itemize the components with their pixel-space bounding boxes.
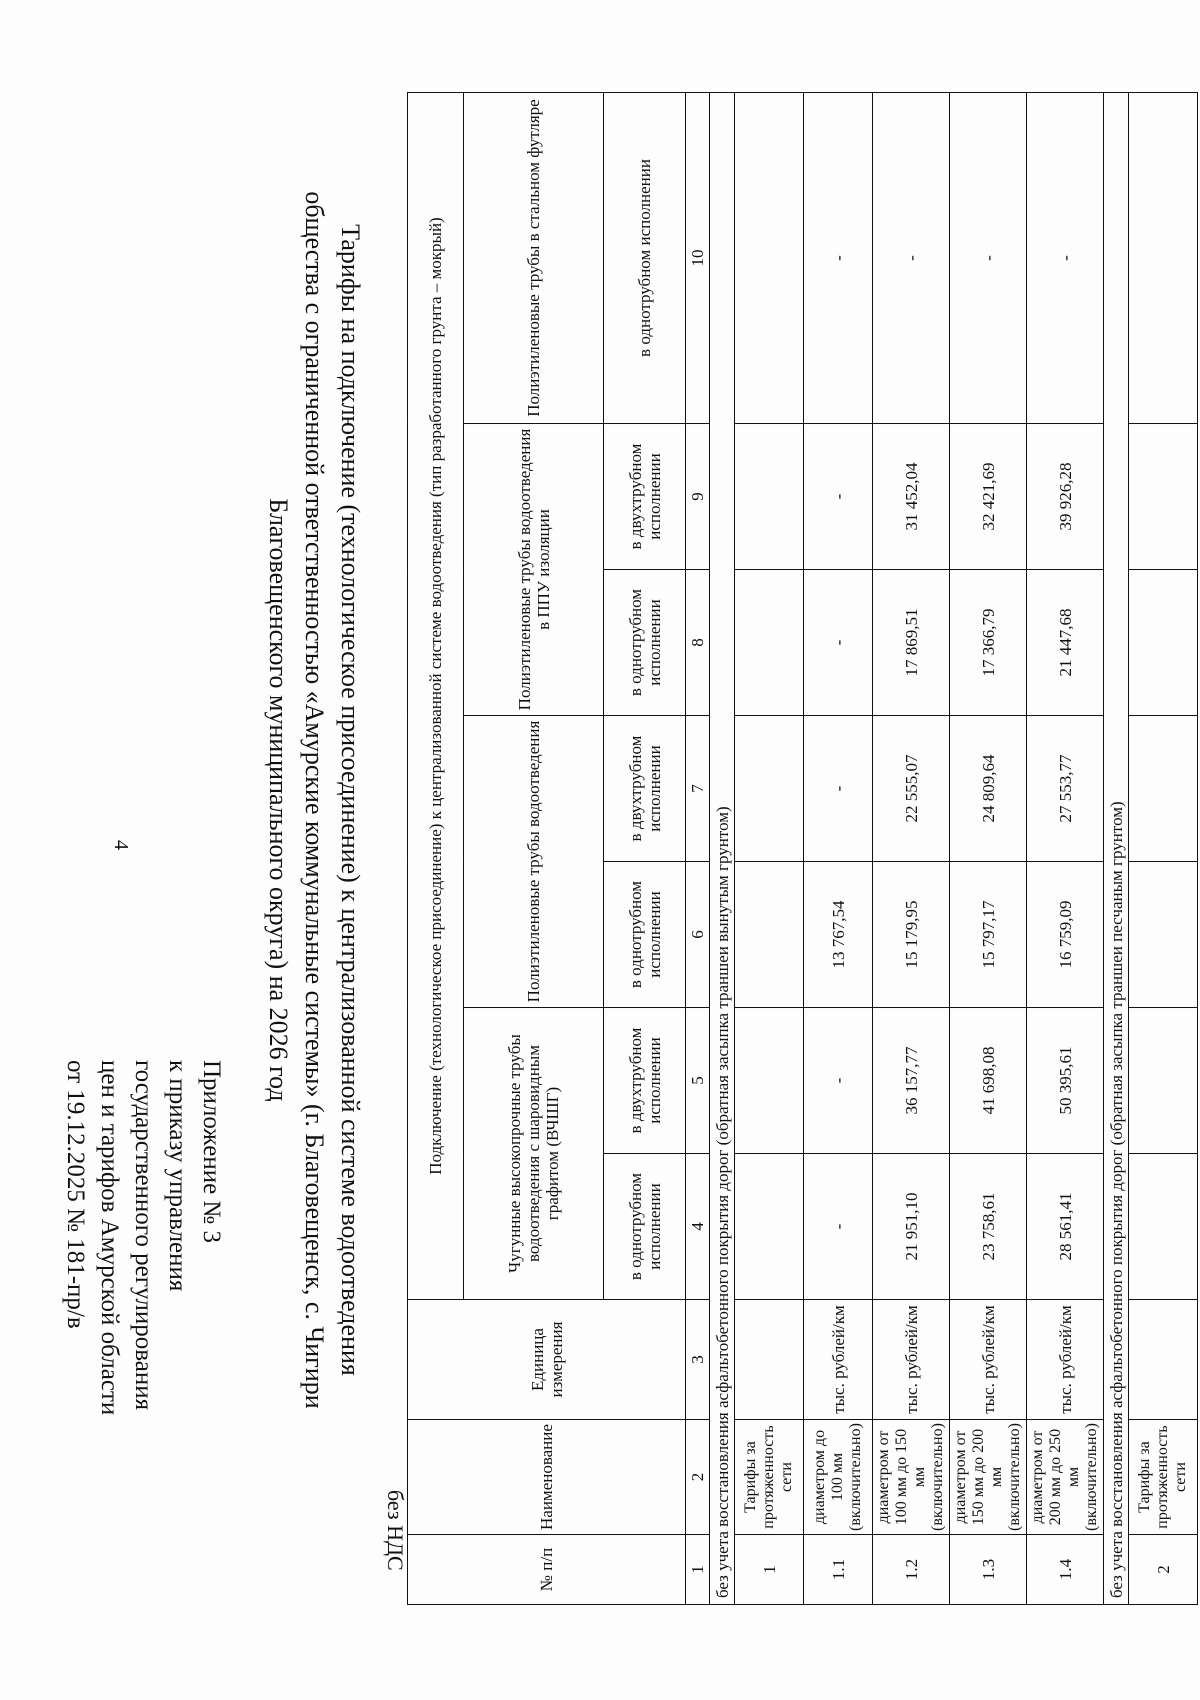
row-value [735, 862, 804, 1008]
header-num: № п/п [408, 1535, 686, 1605]
header-sub: в однотрубном исполнении [604, 570, 686, 716]
table-row [1129, 93, 1198, 1605]
row-value: 17 366,79 [950, 570, 1027, 716]
row-value [735, 1008, 804, 1154]
table-row [804, 93, 873, 1605]
row-unit: тыс. рублей/км [1027, 1300, 1104, 1420]
row-value [735, 716, 804, 862]
rotated-document [10, 0, 1200, 1700]
row-value: - [873, 93, 950, 424]
header-group: Подключение (технологическое присоединение) к централизованной системе водоотведения (тип разработанного грунта – мокрый) [408, 93, 464, 1300]
section-label: без учета восстановления асфальтобетонного покрытия дорог (обратная засыпка траншеи песчаным грунтом) [1104, 93, 1129, 1605]
col-number: 5 [686, 1008, 710, 1154]
title-line: Благовещенского муниципального округа) на 2026 год [264, 498, 293, 1102]
header-material-pe-ppu: Полиэтиленовые трубы водоотведения в ППУ изоляции [464, 424, 604, 716]
row-value [735, 424, 804, 570]
row-value [1129, 93, 1198, 424]
appendix-line: Приложение № 3 [198, 1060, 225, 1244]
col-number: 10 [686, 93, 710, 424]
row-num: 1.4 [1027, 1535, 1104, 1605]
appendix-line: государственного регулирования [130, 1060, 157, 1411]
section-row [1104, 93, 1129, 1605]
document-title [260, 90, 368, 1510]
row-name: диаметром от 150 мм до 200 мм (включительно) [950, 1420, 1027, 1535]
section-label: без учета восстановления асфальтобетонного покрытия дорог (обратная засыпка траншеи вынутым грунтом) [710, 93, 735, 1605]
row-value: 27 553,77 [1027, 716, 1104, 862]
row-value: 22 555,07 [873, 716, 950, 862]
row-value [1129, 570, 1198, 716]
appendix-line: цен и тарифов Амурской области [96, 1060, 123, 1416]
header-unit: Единица измерения [408, 1300, 686, 1420]
header-sub: в двухтрубном исполнении [604, 1008, 686, 1154]
row-value: - [950, 93, 1027, 424]
header-material-pe: Полиэтиленовые трубы водоотведения [464, 716, 604, 1008]
row-unit [735, 1300, 804, 1420]
table-row [735, 93, 804, 1605]
row-value [1129, 1008, 1198, 1154]
row-num: 1.3 [950, 1535, 1027, 1605]
row-unit: тыс. рублей/км [873, 1300, 950, 1420]
row-value: 15 797,17 [950, 862, 1027, 1008]
header-sub: в двухтрубном исполнении [604, 424, 686, 570]
row-value: - [804, 570, 873, 716]
col-number: 7 [686, 716, 710, 862]
row-num: 2 [1129, 1535, 1198, 1605]
col-number: 6 [686, 862, 710, 1008]
col-number: 8 [686, 570, 710, 716]
row-value: - [804, 93, 873, 424]
header-sub: в однотрубном исполнении [604, 1154, 686, 1300]
row-value [1129, 424, 1198, 570]
row-value [1129, 1154, 1198, 1300]
header-material-vchshg: Чугунные высокопрочные трубы водоотведения с шаровидным графитом (ВЧШГ) [464, 1008, 604, 1300]
row-value: 41 698,08 [950, 1008, 1027, 1154]
table-row [1027, 93, 1104, 1605]
row-value: 24 809,64 [950, 716, 1027, 862]
row-value: - [804, 1154, 873, 1300]
table-row [950, 93, 1027, 1605]
page-number: 4 [110, 840, 132, 850]
row-value: 31 452,04 [873, 424, 950, 570]
row-value: 28 561,41 [1027, 1154, 1104, 1300]
col-number: 4 [686, 1154, 710, 1300]
appendix-reference [58, 1060, 228, 1620]
row-value: 23 758,61 [950, 1154, 1027, 1300]
col-number: 1 [686, 1535, 710, 1605]
row-value [1129, 862, 1198, 1008]
row-value: - [804, 1008, 873, 1154]
row-value: 21 951,10 [873, 1154, 950, 1300]
col-number: 2 [686, 1420, 710, 1535]
row-name: диаметром до 100 мм (включительно) [804, 1420, 873, 1535]
row-unit: тыс. рублей/км [804, 1300, 873, 1420]
row-num: 1 [735, 1535, 804, 1605]
row-value: 32 421,69 [950, 424, 1027, 570]
appendix-line: от 19.12.2025 № 181-пр/в [62, 1060, 89, 1329]
row-name: Тарифы за протяженность сети [735, 1420, 804, 1535]
appendix-line: к приказу управления [164, 1060, 191, 1292]
header-sub: в двухтрубном исполнении [604, 716, 686, 862]
row-value: 17 869,51 [873, 570, 950, 716]
row-value [735, 570, 804, 716]
table-row [873, 93, 950, 1605]
row-value: 15 179,95 [873, 862, 950, 1008]
header-sub: в однотрубном исполнении [604, 93, 686, 424]
row-value: 16 759,09 [1027, 862, 1104, 1008]
row-name: диаметром от 200 мм до 250 мм (включительно) [1027, 1420, 1104, 1535]
row-value: 36 157,77 [873, 1008, 950, 1154]
row-name: Тарифы за протяженность сети [1129, 1420, 1198, 1535]
header-name: Наименование [408, 1420, 686, 1535]
header-sub: в однотрубном исполнении [604, 862, 686, 1008]
row-value: 21 447,68 [1027, 570, 1104, 716]
col-number: 9 [686, 424, 710, 570]
row-value: - [804, 716, 873, 862]
row-value [735, 1154, 804, 1300]
row-value: 50 395,61 [1027, 1008, 1104, 1154]
row-unit: тыс. рублей/км [950, 1300, 1027, 1420]
title-line: общества с ограниченной ответственностью «Амурские коммунальные системы» (г. Благовещенск, с. Чигири [300, 191, 329, 1409]
row-value: 39 926,28 [1027, 424, 1104, 570]
row-value [735, 93, 804, 424]
col-number: 3 [686, 1300, 710, 1420]
vat-note: без НДС [383, 1490, 408, 1571]
section-row [710, 93, 735, 1605]
row-value: - [804, 424, 873, 570]
column-number-row [686, 93, 710, 1605]
row-value: 13 767,54 [804, 862, 873, 1008]
row-value: - [1027, 93, 1104, 424]
row-name: диаметром от 100 мм до 150 мм (включительно) [873, 1420, 950, 1535]
row-num: 1.2 [873, 1535, 950, 1605]
row-value [1129, 716, 1198, 862]
row-num: 1.1 [804, 1535, 873, 1605]
title-line: Тарифы на подключение (технологическое присоединение) к централизованной системе водоотведения [336, 224, 365, 1376]
tariff-table [407, 92, 1198, 1605]
row-unit [1129, 1300, 1198, 1420]
header-material-pe-steel: Полиэтиленовые трубы в стальном футляре [464, 93, 604, 424]
